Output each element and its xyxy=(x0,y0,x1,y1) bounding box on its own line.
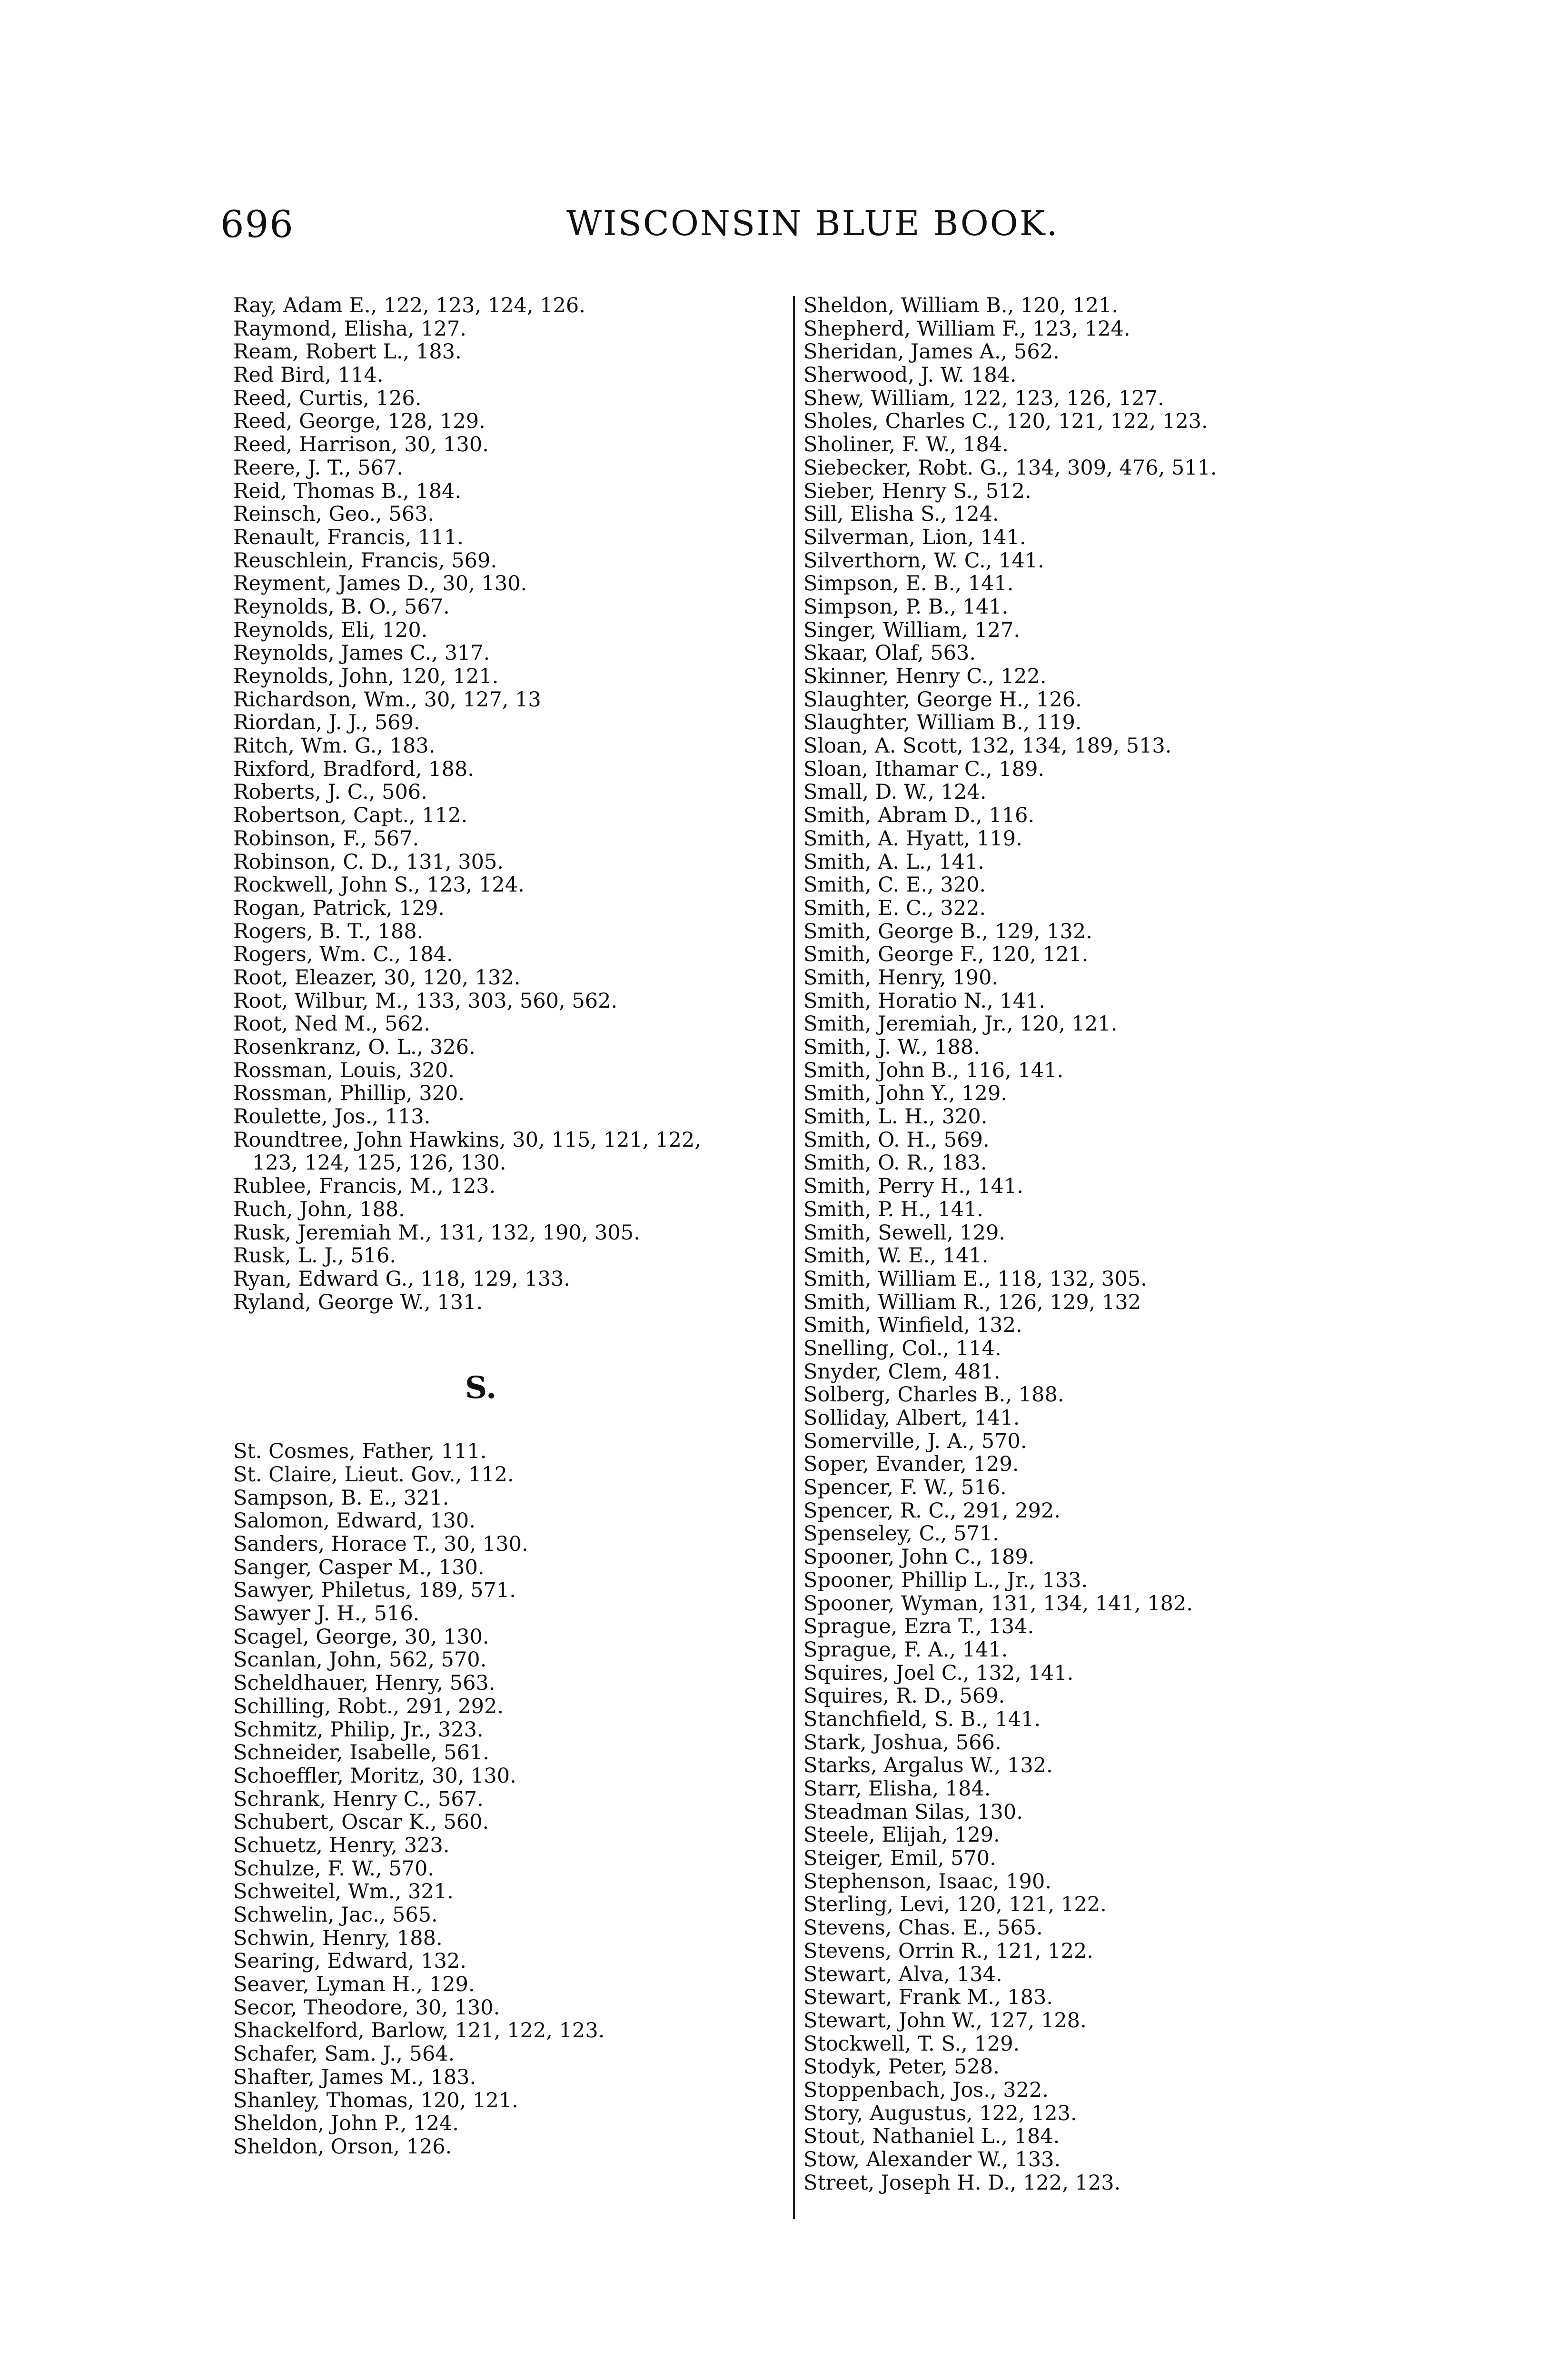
index-entry: Rogers, B. T., 188. xyxy=(233,919,424,943)
index-entry: Smith, Winfield, 132. xyxy=(803,1313,1022,1338)
index-entry: Steadman Silas, 130. xyxy=(803,1800,1023,1824)
index-entry: Smith, Henry, 190. xyxy=(803,965,999,990)
section-gap xyxy=(233,1314,785,1440)
index-entry: Spencer, R. C., 291, 292. xyxy=(803,1498,1061,1523)
index-entry: Shepherd, William F., 123, 124. xyxy=(803,317,1130,341)
index-entry: Starr, Elisha, 184. xyxy=(803,1777,991,1801)
index-entry: Scagel, George, 30, 130. xyxy=(233,1625,489,1649)
index-entry: Spenseley, C., 571. xyxy=(803,1522,999,1546)
index-entry: Salomon, Edward, 130. xyxy=(233,1509,476,1533)
index-entry: Richardson, Wm., 30, 127, 13 xyxy=(233,687,541,712)
index-entry: Ray, Adam E., 122, 123, 124, 126. xyxy=(233,294,585,317)
index-entry: Reyment, James D., 30, 130. xyxy=(233,572,527,596)
index-entry: Reed, Curtis, 126. xyxy=(233,386,422,410)
index-entry: Reere, J. T., 567. xyxy=(233,456,403,480)
index-entry: Sprague, F. A., 141. xyxy=(803,1637,1008,1662)
index-entry: Schwin, Henry, 188. xyxy=(233,1926,443,1950)
index-entry: Stewart, John W., 127, 128. xyxy=(803,2008,1087,2033)
index-entry: Steele, Elijah, 129. xyxy=(803,1823,1000,1847)
index-entry: Smith, Sewell, 129. xyxy=(803,1220,1006,1245)
index-column-right xyxy=(803,294,1356,2194)
index-entry: Sampson, B. E., 321. xyxy=(233,1486,449,1510)
index-entry: Rossman, Louis, 320. xyxy=(233,1058,455,1082)
index-entry: Roberts, J. C., 506. xyxy=(233,780,427,804)
index-entry: Roulette, Jos., 113. xyxy=(233,1105,431,1129)
index-entry: Rossman, Phillip, 320. xyxy=(233,1081,465,1106)
index-entry: Slaughter, George H., 126. xyxy=(803,687,1082,712)
index-entry: Smith, O. H., 569. xyxy=(803,1128,990,1152)
index-entry: Squires, R. D., 569. xyxy=(803,1684,1005,1708)
index-entry: Stewart, Alva, 134. xyxy=(803,1962,1002,1986)
running-head: WISCONSIN BLUE BOOK. xyxy=(566,203,1059,243)
index-entry: Stoppenbach, Jos., 322. xyxy=(803,2078,1049,2102)
index-entry: Reed, Harrison, 30, 130. xyxy=(233,433,489,457)
index-entry: Ryan, Edward G., 118, 129, 133. xyxy=(233,1267,571,1291)
index-entry: Root, Ned M., 562. xyxy=(233,1012,430,1036)
index-entry: Rockwell, John S., 123, 124. xyxy=(233,873,525,897)
index-entry: Sanders, Horace T., 30, 130. xyxy=(233,1532,528,1556)
index-entry: Secor, Theodore, 30, 130. xyxy=(233,1995,500,2020)
index-entry: Seaver, Lyman H., 129. xyxy=(233,1973,475,1997)
index-entry: Sheldon, Orson, 126. xyxy=(233,2134,452,2159)
index-entry: Root, Wilbur, M., 133, 303, 560, 562. xyxy=(233,989,618,1013)
index-entry: Sholes, Charles C., 120, 121, 122, 123. xyxy=(803,409,1208,434)
index-entry: Smith, William E., 118, 132, 305. xyxy=(803,1267,1147,1291)
index-entry: Rublee, Francis, M., 123. xyxy=(233,1174,496,1199)
index-entry: Simpson, E. B., 141. xyxy=(803,572,1014,596)
index-entry: Schwelin, Jac., 565. xyxy=(233,1903,438,1927)
index-entry: Stanchfield, S. B., 141. xyxy=(803,1707,1041,1731)
index-entry: Sieber, Henry S., 512. xyxy=(803,479,1031,503)
index-entry: Shew, William, 122, 123, 126, 127. xyxy=(803,386,1164,410)
index-column-left xyxy=(233,294,785,2159)
index-entry: 123, 124, 125, 126, 130. xyxy=(252,1151,506,1175)
index-entry: Starks, Argalus W., 132. xyxy=(803,1754,1053,1778)
right-entries-list xyxy=(803,294,1356,2194)
index-entry: Stewart, Frank M., 183. xyxy=(803,1985,1053,2010)
index-entry: Scheldhauer, Henry, 563. xyxy=(233,1671,496,1696)
index-entry: Robertson, Capt., 112. xyxy=(233,803,468,828)
index-entry: Robinson, F., 567. xyxy=(233,826,419,851)
index-entry: Rusk, Jeremiah M., 131, 132, 190, 305. xyxy=(233,1220,640,1245)
index-entry: Smith, George B., 129, 132. xyxy=(803,919,1092,943)
index-entry: Smith, J. W., 188. xyxy=(803,1035,980,1059)
index-entry: Sill, Elisha S., 124. xyxy=(803,502,999,526)
index-entry: Simpson, P. B., 141. xyxy=(803,595,1009,619)
index-entry: Rosenkranz, O. L., 326. xyxy=(233,1035,476,1059)
index-entry: Schubert, Oscar K., 560. xyxy=(233,1810,489,1835)
index-entry: Spooner, John C., 189. xyxy=(803,1545,1035,1569)
index-entry: Sheridan, James A., 562. xyxy=(803,340,1060,364)
index-entry: Schmitz, Philip, Jr., 323. xyxy=(233,1717,484,1742)
index-entry: Roundtree, John Hawkins, 30, 115, 121, 122, xyxy=(233,1128,701,1152)
index-entry: Rogers, Wm. C., 184. xyxy=(233,942,453,967)
index-entry: Schweitel, Wm., 321. xyxy=(233,1880,454,1904)
index-entry: Raymond, Elisha, 127. xyxy=(233,317,466,341)
index-entry: Smith, L. H., 320. xyxy=(803,1105,988,1129)
index-entry: Reynolds, James C., 317. xyxy=(233,641,490,665)
index-entry: Sprague, Ezra T., 134. xyxy=(803,1615,1034,1639)
index-entry: Stevens, Chas. E., 565. xyxy=(803,1916,1043,1940)
index-entry: Ream, Robert L., 183. xyxy=(233,340,462,364)
index-entry: Sheldon, John P., 124. xyxy=(233,2112,459,2136)
index-entry: Stevens, Orrin R., 121, 122. xyxy=(803,1939,1094,1963)
index-entry: Sholiner, F. W., 184. xyxy=(803,433,1009,457)
index-entry: Smith, O. R., 183. xyxy=(803,1151,987,1175)
index-entry: Smith, E. C., 322. xyxy=(803,896,986,920)
index-entry: Squires, Joel C., 132, 141. xyxy=(803,1661,1074,1685)
index-entry: Reinsch, Geo., 563. xyxy=(233,502,435,526)
index-entry: Stark, Joshua, 566. xyxy=(803,1730,1001,1755)
index-entry: Schafer, Sam. J., 564. xyxy=(233,2042,455,2066)
index-entry: St. Cosmes, Father, 111. xyxy=(233,1439,487,1464)
s-entries-list xyxy=(233,1440,785,2158)
index-entry: Skinner, Henry C., 122. xyxy=(803,664,1047,688)
index-entry: Smith, A. Hyatt, 119. xyxy=(803,826,1022,851)
index-entry: Smith, A. L., 141. xyxy=(803,850,984,874)
index-entry: Sawyer J. H., 516. xyxy=(233,1602,420,1626)
index-entry: Stodyk, Peter, 528. xyxy=(803,2055,1000,2079)
index-entry: Smith, P. H., 141. xyxy=(803,1197,984,1221)
index-entry: Sanger, Casper M., 130. xyxy=(233,1555,485,1579)
index-entry: Singer, William, 127. xyxy=(803,618,1020,642)
index-entry: Snelling, Col., 114. xyxy=(803,1336,1001,1360)
index-entry: Sloan, Ithamar C., 189. xyxy=(803,757,1045,781)
index-entry: Rusk, L. J., 516. xyxy=(233,1244,396,1268)
index-entry: Silverthorn, W. C., 141. xyxy=(803,548,1044,573)
index-entry: Ruch, John, 188. xyxy=(233,1197,405,1221)
index-entry: Rogan, Patrick, 129. xyxy=(233,896,445,920)
index-entry: Smith, John B., 116, 141. xyxy=(803,1058,1064,1082)
index-entry: Ryland, George W., 131. xyxy=(233,1290,483,1314)
index-entry: Riordan, J. J., 569. xyxy=(233,711,420,735)
index-entry: Silverman, Lion, 141. xyxy=(803,525,1026,549)
index-entry: Sawyer, Philetus, 189, 571. xyxy=(233,1578,516,1603)
index-entry: Slaughter, William B., 119. xyxy=(803,711,1082,735)
index-entry: Robinson, C. D., 131, 305. xyxy=(233,850,504,874)
r-entries-list xyxy=(233,294,785,1314)
index-entry: Searing, Edward, 132. xyxy=(233,1949,466,1973)
index-entry: Rixford, Bradford, 188. xyxy=(233,757,474,781)
index-entry: Shackelford, Barlow, 121, 122, 123. xyxy=(233,2019,605,2043)
index-entry: Reid, Thomas B., 184. xyxy=(233,479,462,503)
index-entry: Street, Joseph H. D., 122, 123. xyxy=(803,2171,1121,2195)
index-entry: Soper, Evander, 129. xyxy=(803,1452,1019,1477)
index-entry: Smith, William R., 126, 129, 132 xyxy=(803,1290,1141,1314)
index-entry: Spooner, Phillip L., Jr., 133. xyxy=(803,1568,1088,1592)
index-entry: Spencer, F. W., 516. xyxy=(803,1476,1007,1500)
index-entry: Renault, Francis, 111. xyxy=(233,525,464,549)
index-entry: Snyder, Clem, 481. xyxy=(803,1359,1001,1384)
index-entry: Schoeffler, Moritz, 30, 130. xyxy=(233,1764,516,1788)
index-entry: Schilling, Robt., 291, 292. xyxy=(233,1694,504,1718)
index-entry: Ritch, Wm. G., 183. xyxy=(233,734,436,758)
index-entry: Stow, Alexander W., 133. xyxy=(803,2148,1061,2172)
index-entry: Skaar, Olaf, 563. xyxy=(803,641,976,665)
index-entry: Smith, Perry H., 141. xyxy=(803,1174,1024,1199)
index-entry: Sheldon, William B., 120, 121. xyxy=(803,294,1119,317)
index-entry: Smith, Abram D., 116. xyxy=(803,803,1035,828)
index-entry: Sterling, Levi, 120, 121, 122. xyxy=(803,1893,1107,1917)
index-entry: Stout, Nathaniel L., 184. xyxy=(803,2124,1060,2149)
index-entry: Shafter, James M., 183. xyxy=(233,2065,476,2089)
section-letter-s: S. xyxy=(465,1370,497,1406)
index-entry: Solberg, Charles B., 188. xyxy=(803,1383,1064,1407)
index-entry: Root, Eleazer, 30, 120, 132. xyxy=(233,965,521,990)
index-entry: Red Bird, 114. xyxy=(233,363,384,387)
index-entry: Stephenson, Isaac, 190. xyxy=(803,1869,1052,1894)
index-entry: Stockwell, T. S., 129. xyxy=(803,2032,1020,2056)
index-entry: Reynolds, Eli, 120. xyxy=(233,618,428,642)
page-number: 696 xyxy=(220,203,294,246)
index-entry: Smith, Horatio N., 141. xyxy=(803,989,1046,1013)
index-entry: St. Claire, Lieut. Gov., 112. xyxy=(233,1462,514,1487)
index-entry: Smith, C. E., 320. xyxy=(803,873,986,897)
index-entry: Siebecker, Robt. G., 134, 309, 476, 511. xyxy=(803,456,1217,480)
index-entry: Reynolds, B. O., 567. xyxy=(233,595,450,619)
index-entry: Reynolds, John, 120, 121. xyxy=(233,664,499,688)
column-divider xyxy=(793,296,795,2219)
index-entry: Smith, George F., 120, 121. xyxy=(803,942,1089,967)
index-entry: Schrank, Henry C., 567. xyxy=(233,1787,484,1811)
index-entry: Spooner, Wyman, 131, 134, 141, 182. xyxy=(803,1591,1193,1616)
index-entry: Smith, W. E., 141. xyxy=(803,1244,989,1268)
index-entry: Somerville, J. A., 570. xyxy=(803,1429,1027,1453)
index-entry: Reuschlein, Francis, 569. xyxy=(233,548,497,573)
index-entry: Sherwood, J. W. 184. xyxy=(803,363,1017,387)
index-entry: Story, Augustus, 122, 123. xyxy=(803,2101,1077,2125)
index-entry: Schuetz, Henry, 323. xyxy=(233,1833,450,1857)
index-entry: Reed, George, 128, 129. xyxy=(233,409,486,434)
index-entry: Small, D. W., 124. xyxy=(803,780,987,804)
index-entry: Schulze, F. W., 570. xyxy=(233,1856,435,1881)
index-entry: Sloan, A. Scott, 132, 134, 189, 513. xyxy=(803,734,1172,758)
index-entry: Smith, John Y., 129. xyxy=(803,1081,1008,1106)
index-entry: Solliday, Albert, 141. xyxy=(803,1406,1020,1430)
index-entry: Scanlan, John, 562, 570. xyxy=(233,1648,487,1672)
index-entry: Schneider, Isabelle, 561. xyxy=(233,1741,489,1765)
index-entry: Shanley, Thomas, 120, 121. xyxy=(233,2088,518,2112)
index-entry: Steiger, Emil, 570. xyxy=(803,1846,996,1871)
index-entry: Smith, Jeremiah, Jr., 120, 121. xyxy=(803,1012,1118,1036)
